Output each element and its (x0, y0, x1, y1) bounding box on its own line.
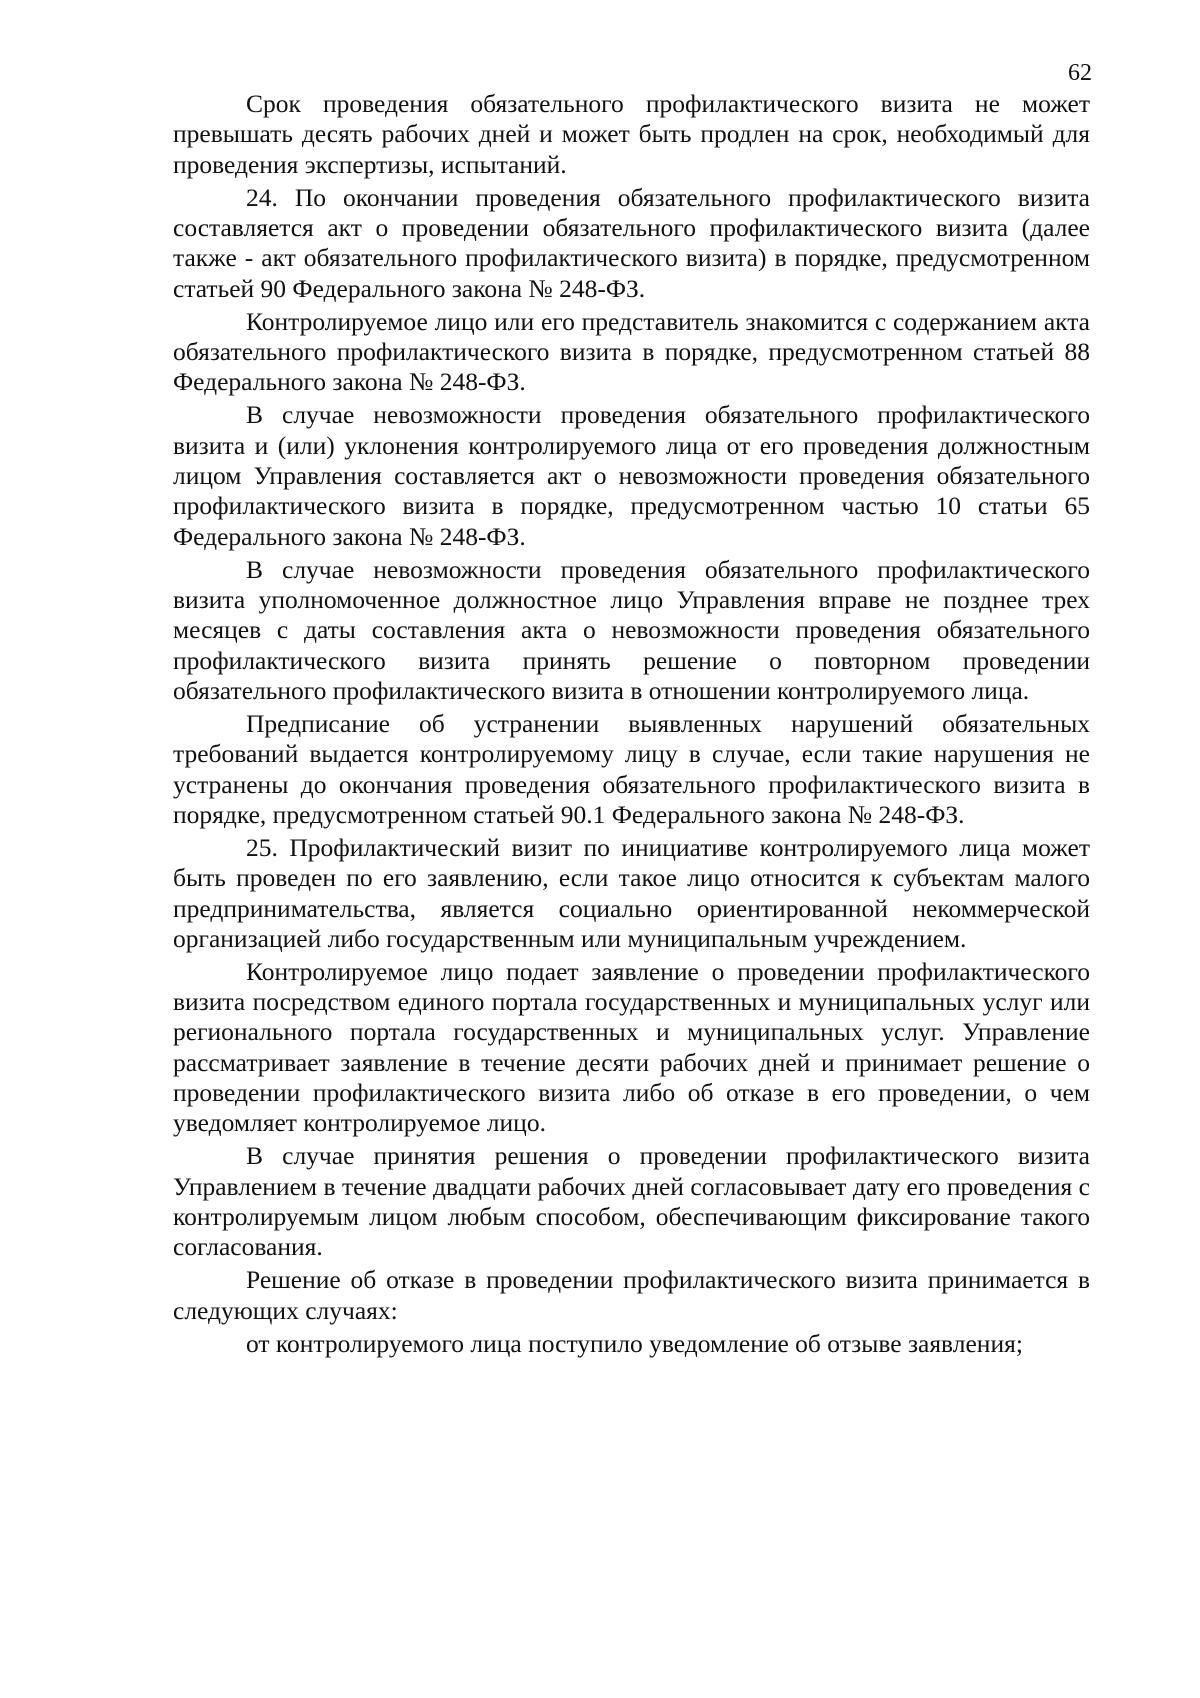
paragraph-prescription: Предписание об устранении выявленных нарушений обязательных требований выдается контролируемому лицу в случае, если такие нарушения не устранены до окончания проведения обязательного профилактического визита в порядке, предусмотренном статьей 90.1 Федерального закона № 248-ФЗ. (173, 708, 1090, 829)
paragraph-withdrawal: от контролируемого лица поступило уведомление об отзыве заявления; (246, 1328, 1023, 1358)
paragraph-impossibility-act: В случае невозможности проведения обязательного профилактического визита и (или) уклонения контролируемого лица от его проведения должностным лицом Управления составляется акт о невозможности проведения обязательного профилактического визита в порядке, предусмотренном частью 10 статьи 65 Федерального закона № 248-ФЗ. (173, 400, 1090, 551)
paragraph-24-visit-act: 24. По окончании проведения обязательного профилактического визита составляется акт о проведении обязательного профилактического визита (далее также - акт обязательного профилактического визита) в порядке, предусмотренном статьей 90 Федерального закона № 248-ФЗ. (173, 182, 1090, 303)
document-body (173, 89, 1090, 1362)
paragraph-refusal-cases: Решение об отказе в проведении профилактического визита принимается в следующих случаях: (173, 1265, 1090, 1325)
paragraph-application: Контролируемое лицо подает заявление о проведении профилактического визита посредством единого портала государственных и муниципальных услуг или регионального портала государственных и муниципальных услуг. Управление рассматривает заявление в течение десяти рабочих дней и принимает решение о проведении профилактического визита либо об отказе в его проведении, о чем уведомляет контролируемое лицо. (173, 956, 1090, 1138)
paragraph-repeat-visit: В случае невозможности проведения обязательного профилактического визита уполномоченное должностное лицо Управления вправе не позднее трех месяцев с даты составления акта о невозможности проведения обязательного профилактического визита принять решение о повторном проведении обязательного профилактического визита в отношении контролируемого лица. (173, 554, 1090, 705)
page-number: 62 (1068, 60, 1092, 86)
paragraph-visit-duration: Срок проведения обязательного профилактического визита не может превышать десять рабочих дней и может быть продлен на срок, необходимый для проведения экспертизы, испытаний. (173, 89, 1090, 179)
paragraph-25-initiative-visit: 25. Профилактический визит по инициативе контролируемого лица может быть проведен по его заявлению, если такое лицо относится к субъектам малого предпринимательства, является социально ориентированной некоммерческой организацией либо государственным или муниципальным учреждением. (173, 832, 1090, 953)
paragraph-date-agreement: В случае принятия решения о проведении профилактического визита Управлением в течение двадцати рабочих дней согласовывает дату его проведения с контролируемым лицом любым способом, обеспечивающим фиксирование такого согласования. (173, 1141, 1090, 1262)
paragraph-act-review: Контролируемое лицо или его представитель знакомится с содержанием акта обязательного профилактического визита в порядке, предусмотренном статьей 88 Федерального закона № 248-ФЗ. (173, 306, 1090, 397)
